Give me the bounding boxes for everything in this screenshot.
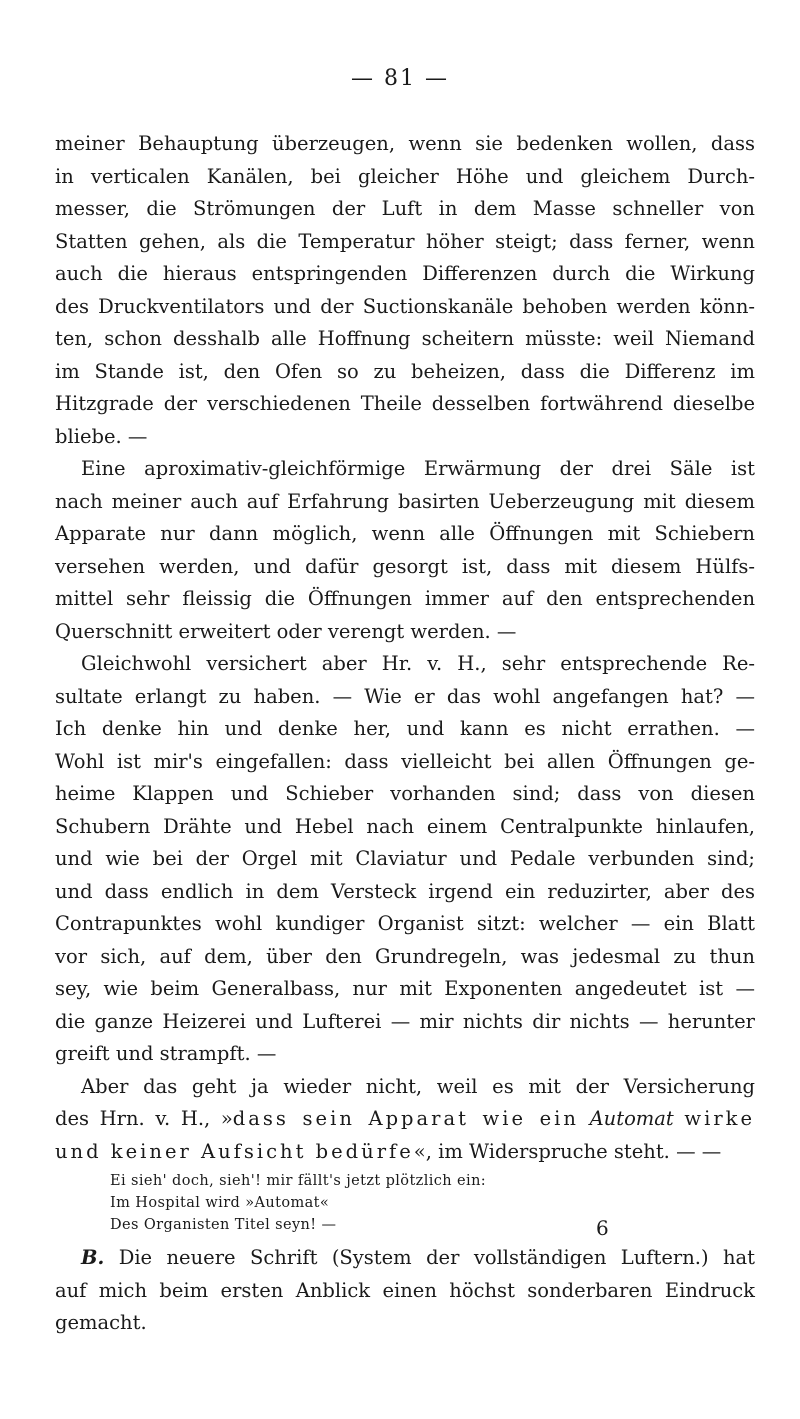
text-line: bliebe. — [55,424,148,448]
text-line [55,1242,755,1275]
text-line: ten, schon desshalb alle Hoffnung scheitern müsste: weil Niemand [55,327,755,350]
text-line: sey, wie beim Generalbass, nur mit Exponenten angedeutet ist — [55,977,755,1000]
emphasis-text: wirke [684,1107,755,1130]
emphasis-text: dass sein Apparat wie ein [232,1107,579,1130]
text-line: nach meiner auch auf Erfahrung basirten Ueberzeugung mit diesem [55,489,755,513]
text-line: die ganze Heizerei und Lufterei — mir nichts dir nichts — herunter [55,1009,755,1033]
text-line: Querschnitt erweitert oder verengt werden. — [55,619,517,643]
text-line: und wie bei der Orgel mit Claviatur und Pedale verbunden sind; [55,847,755,870]
text-line [55,1136,755,1169]
text-line: mittel sehr fleissig die Öffnungen immer auf den entsprechenden [55,587,755,610]
poem-line: Des Organisten Titel seyn! — [110,1217,337,1233]
text-line: Apparate nur dann möglich, wenn alle Öffnungen mit Schiebern [55,522,755,545]
signature-mark: 6 [596,1216,609,1240]
text-line: Gleichwohl versichert aber Hr. v. H., sehr entsprechende Re- [81,652,755,675]
text-line: im Stande ist, den Ofen so zu beheizen, dass die Differenz im [55,359,755,383]
text-line: sultate erlangt zu haben. — Wie er das wohl angefangen hat? — [55,684,755,708]
text-line: Contrapunktes wohl kundiger Organist sitzt: welcher — ein Blatt [55,912,755,935]
text-line: meiner Behauptung überzeugen, wenn sie bedenken wollen, dass [55,132,755,155]
text-line: Ich denke hin und denke her, und kann es nicht errathen. — [55,717,755,740]
poem [55,1170,755,1236]
text-line: greift und strampft. — [55,1042,277,1065]
poem-line: Im Hospital wird »Automat« [110,1195,330,1211]
poem-line: Ei sieh' doch, sieh'! mir fällt's jetzt plötzlich ein: [110,1173,487,1189]
page-number: — 81 — [351,66,449,91]
text-line: Hitzgrade der verschiedenen Theile desselben fortwährend dieselbe [55,392,755,415]
text-line [55,1103,755,1136]
text-line: Schubern Drähte und Hebel nach einem Centralpunkte hinlaufen, [55,814,755,838]
text-line: Aber das geht ja wieder nicht, weil es mit der Versicherung [81,1074,755,1098]
section-label: B. [81,1246,105,1269]
text-line: und dass endlich in dem Versteck irgend ein reduzirter, aber des [55,879,755,903]
text-line: Statten gehen, als die Temperatur höher steigt; dass ferner, wenn [55,229,755,253]
text-line: Eine aproximativ-gleichförmige Erwärmung der drei Säle ist [81,457,755,480]
text-segment: «, im Widerspruche steht. — — [413,1139,722,1163]
text-line: auch die hieraus entspringenden Differenzen durch die Wirkung [55,262,755,285]
body-text [55,128,755,1340]
text-line: des Druckventilators und der Suctionskanäle behoben werden könn- [55,294,755,318]
text-segment: Die neuere Schrift (System der vollständigen Luftern.) hat [118,1246,755,1269]
text-segment: des Hrn. v. H., » [55,1107,233,1130]
text-line: auf mich beim ersten Anblick einen höchst sonderbaren Eindruck [55,1278,755,1302]
text-line: heime Klappen und Schieber vorhanden sind; dass von diesen [55,782,755,805]
text-line: in verticalen Kanälen, bei gleicher Höhe und gleichem Durch- [55,164,755,188]
text-line: messer, die Strömungen der Luft in dem Masse schneller von [55,197,755,220]
text-line: Wohl ist mir's eingefallen: dass vielleicht bei allen Öffnungen ge- [55,749,755,773]
emphasis-text: und keiner Aufsicht bedürfe [55,1139,414,1163]
emphasis-italic: Automat [589,1107,674,1130]
text-line: versehen werden, und dafür gesorgt ist, dass mit diesem Hülfs- [55,554,755,578]
text-line: gemacht. [55,1311,147,1334]
text-line: vor sich, auf dem, über den Grundregeln, was jedesmal zu thun [55,944,755,968]
